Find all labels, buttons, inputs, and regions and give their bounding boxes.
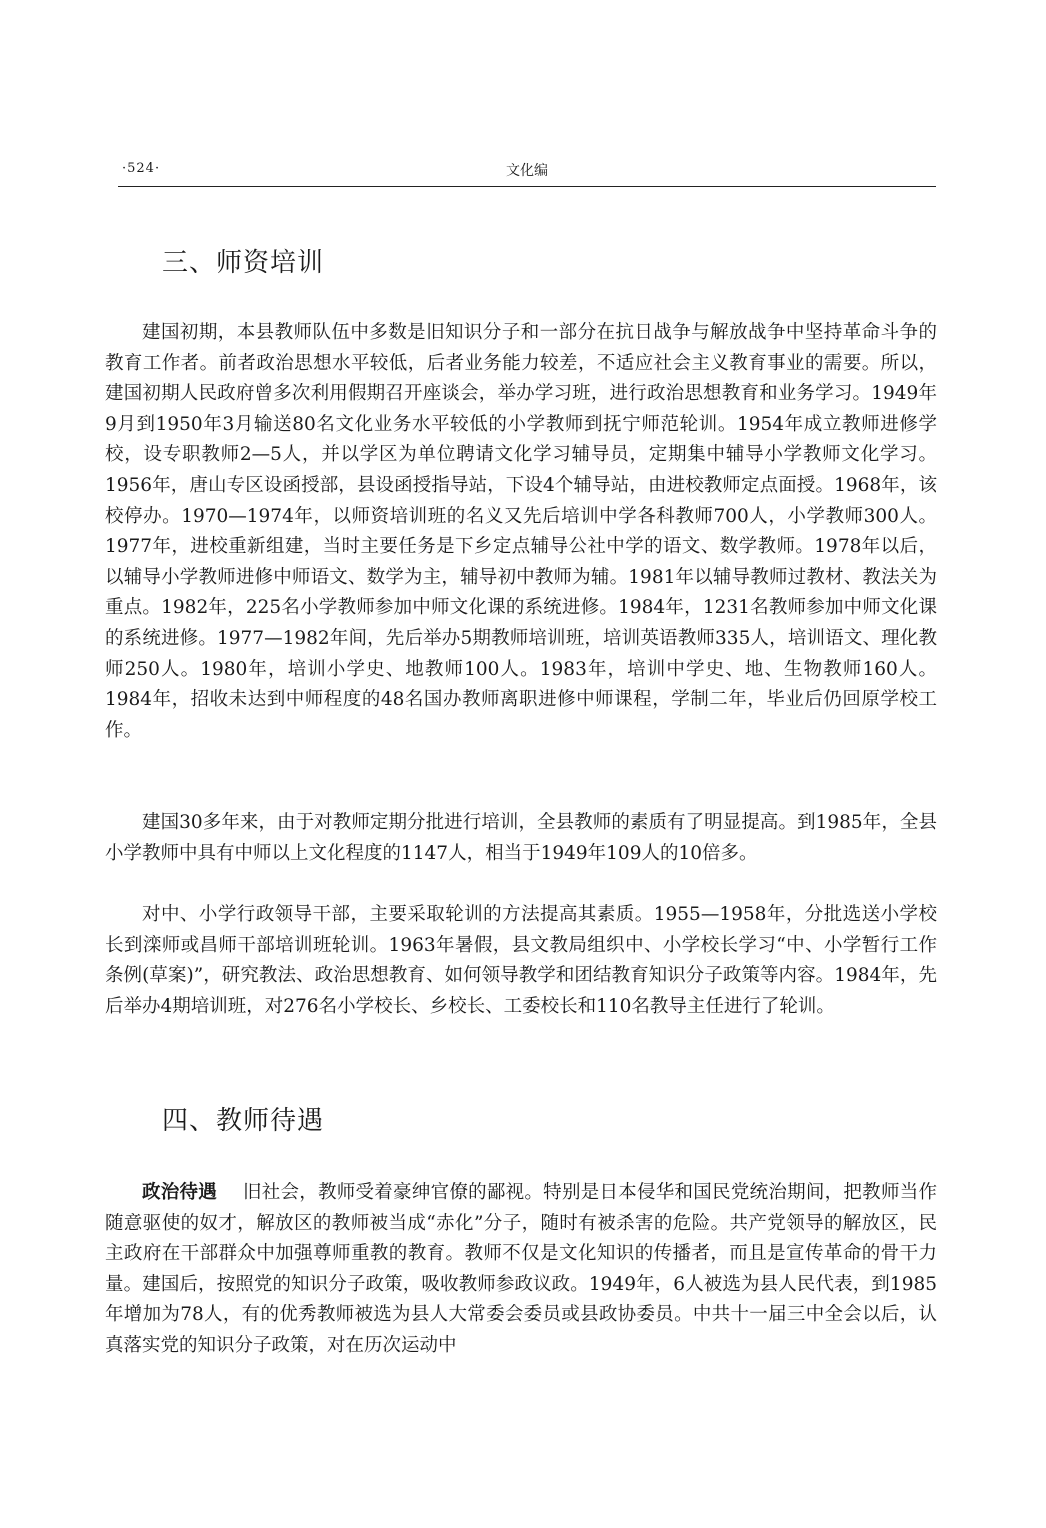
section-heading-teacher-training: 三、师资培训 — [162, 248, 325, 278]
political-treatment-text: 旧社会，教师受着豪绅官僚的鄙视。特别是日本侵华和国民党统治期间，把教师当作随意驱使的奴才，解放区的教师被当成“赤化”分子，随时有被杀害的危险。共产党领导的解放区，民主政府在干部群众中加强尊师重教的教育。教师不仅是文化知识的传播者，而且是宣传革命的骨干力量。建国后，按照党的知识分子政策，吸收教师参政议政。1949年，6人被选为县人民代表，到1985年增加为78人，有的优秀教师被选为县人大常委会委员或县政协委员。中共十一届三中全会以后，认真落实党的知识分子政策，对在历次运动中 — [105, 1182, 937, 1356]
page-header — [118, 158, 936, 187]
paragraph-quality-improvement: 建国30多年来，由于对教师定期分批进行培训，全县教师的素质有了明显提高。到1985年，全县小学教师中具有中师以上文化程度的1147人，相当于1949年109人的10倍多。 — [105, 812, 937, 864]
paragraph-training-history: 建国初期，本县教师队伍中多数是旧知识分子和一部分在抗日战争与解放战争中坚持革命斗争的教育工作者。前者政治思想水平较低，后者业务能力较差，不适应社会主义教育事业的需要。所以，建国初期人民政府曾多次利用假期召开座谈会，举办学习班，进行政治思想教育和业务学习。1949年9月到1950年3月输送80名文化业务水平较低的小学教师到抚宁师范轮训。1954年成立教师进修学校，设专职教师2—5人，并以学区为单位聘请文化学习辅导员，定期集中辅导小学教师文化学习。1956年，唐山专区设函授部，县设函授指导站，下设4个辅导站，由进校教师定点面授。1968年，该校停办。1970—1974年，以师资培训班的名义又先后培训中学各科教师700人，小学教师300人。1977年，进校重新组建，当时主要任务是下乡定点辅导公社中学的语文、数学教师。1978年以后，以辅导小学教师进修中师语文、数学为主，辅导初中教师为辅。1981年以辅导教师过教材、教法关为重点。1982年，225名小学教师参加中师文化课的系统进修。1984年，1231名教师参加中师文化课的系统进修。1977—1982年间，先后举办5期教师培训班，培训英语教师335人，培训语文、理化教师250人。1980年，培训小学史、地教师100人。1983年，培训中学史、地、生物教师160人。1984年，招收未达到中师程度的48名国办教师离职进修中师课程，学制二年，毕业后仍回原学校工作。 — [105, 322, 937, 741]
running-title: 文化编 — [506, 163, 548, 179]
paragraph-administrator-training: 对中、小学行政领导干部，主要采取轮训的方法提高其素质。1955—1958年，分批选送小学校长到滦师或昌师干部培训班轮训。1963年暑假，县文教局组织中、小学校长学习“中、小学暂行工作条例(草案)”，研究教法、政治思想教育、如何领导教学和团结教育知识分子政策等内容。1984年，先后举办4期培训班，对276名小学校长、乡校长、工委校长和110名教导主任进行了轮训。 — [105, 904, 937, 1017]
page-number: ·524· — [122, 161, 161, 176]
section-heading-teacher-treatment: 四、教师待遇 — [162, 1106, 325, 1136]
runin-title-political-treatment: 政治待遇 — [142, 1182, 218, 1203]
paragraph-political-treatment — [105, 1178, 937, 1362]
